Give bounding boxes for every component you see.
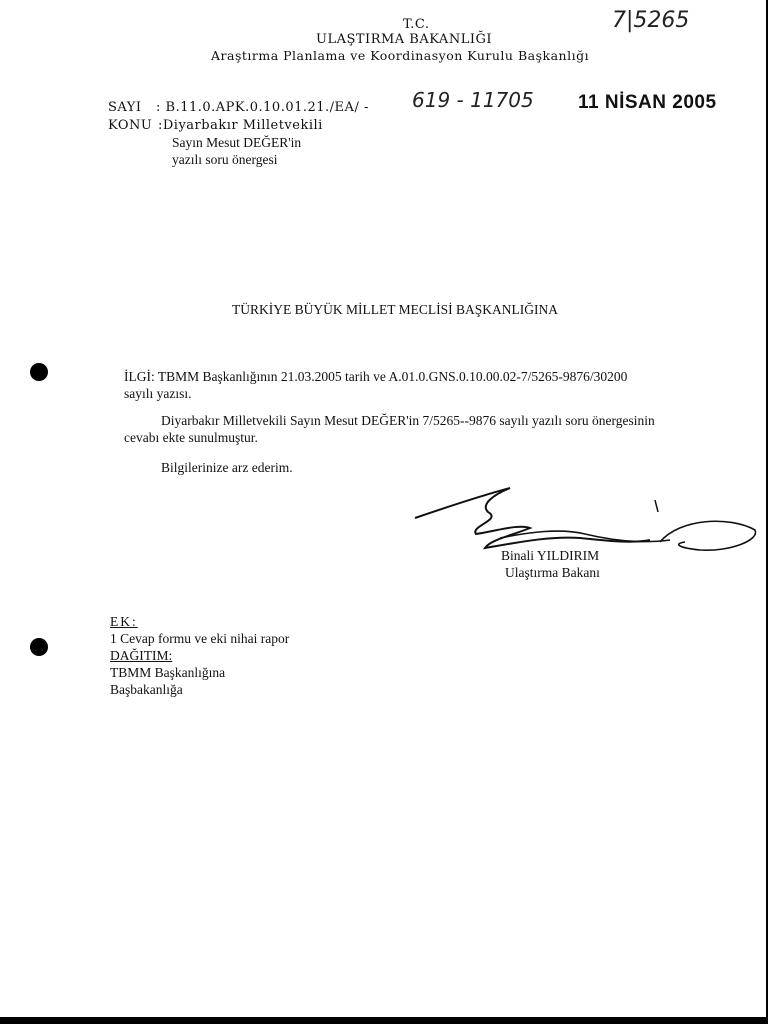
ilgi-line-2: sayılı yazısı. — [124, 386, 192, 401]
scan-border-bottom — [0, 1017, 768, 1024]
paragraph-line-2: cevabı ekte sunulmuştur. — [124, 430, 258, 445]
closing-line: Bilgilerinize arz ederim. — [161, 460, 293, 475]
ilgi-line-1: İLGİ: TBMM Başkanlığının 21.03.2005 tarih ve A.01.0.GNS.0.10.00.02-7/5265-9876/30200 — [124, 369, 628, 384]
sayi-value: : B.11.0.APK.0.10.01.21./EA/ - — [156, 100, 369, 115]
addressee: TÜRKİYE BÜYÜK MİLLET MECLİSİ BAŞKANLIĞINA — [232, 302, 558, 317]
konu-line-1: :Diyarbakır Milletvekili — [158, 118, 323, 133]
header-tc: T.C. — [403, 17, 430, 32]
date-stamp: 11 NİSAN 2005 — [578, 92, 717, 113]
dagitim-item-basbakanlik: Başbakanlığa — [110, 682, 183, 697]
konu-label: KONU — [108, 118, 153, 133]
sayi-label: SAYI — [108, 100, 142, 115]
header-department: Araştırma Planlama ve Koordinasyon Kurulu Başkanlığı — [211, 48, 590, 63]
header-ministry: ULAŞTIRMA BAKANLIĞI — [316, 32, 492, 47]
dagitim-label: DAĞITIM: — [110, 648, 173, 663]
signatory-title: Ulaştırma Bakanı — [505, 565, 600, 580]
dagitim-item-tbmm: TBMM Başkanlığına — [110, 665, 226, 680]
sayi-handwritten-number: 619 - 11705 — [412, 88, 534, 112]
paragraph-line-1: Diyarbakır Milletvekili Sayın Mesut DEĞER'in 7/5265--9876 sayılı yazılı soru önergesinin — [161, 413, 655, 428]
signatory-name: Binali YILDIRIM — [501, 548, 600, 563]
punch-hole-bottom — [30, 638, 48, 656]
ek-label: EK: — [110, 614, 138, 629]
konu-line-2: Sayın Mesut DEĞER'in — [172, 135, 302, 150]
handwritten-file-number: 7|5265 — [612, 8, 690, 33]
ek-item: 1 Cevap formu ve eki nihai rapor — [110, 631, 290, 646]
punch-hole-top — [30, 363, 48, 381]
konu-line-3: yazılı soru önergesi — [172, 152, 278, 167]
